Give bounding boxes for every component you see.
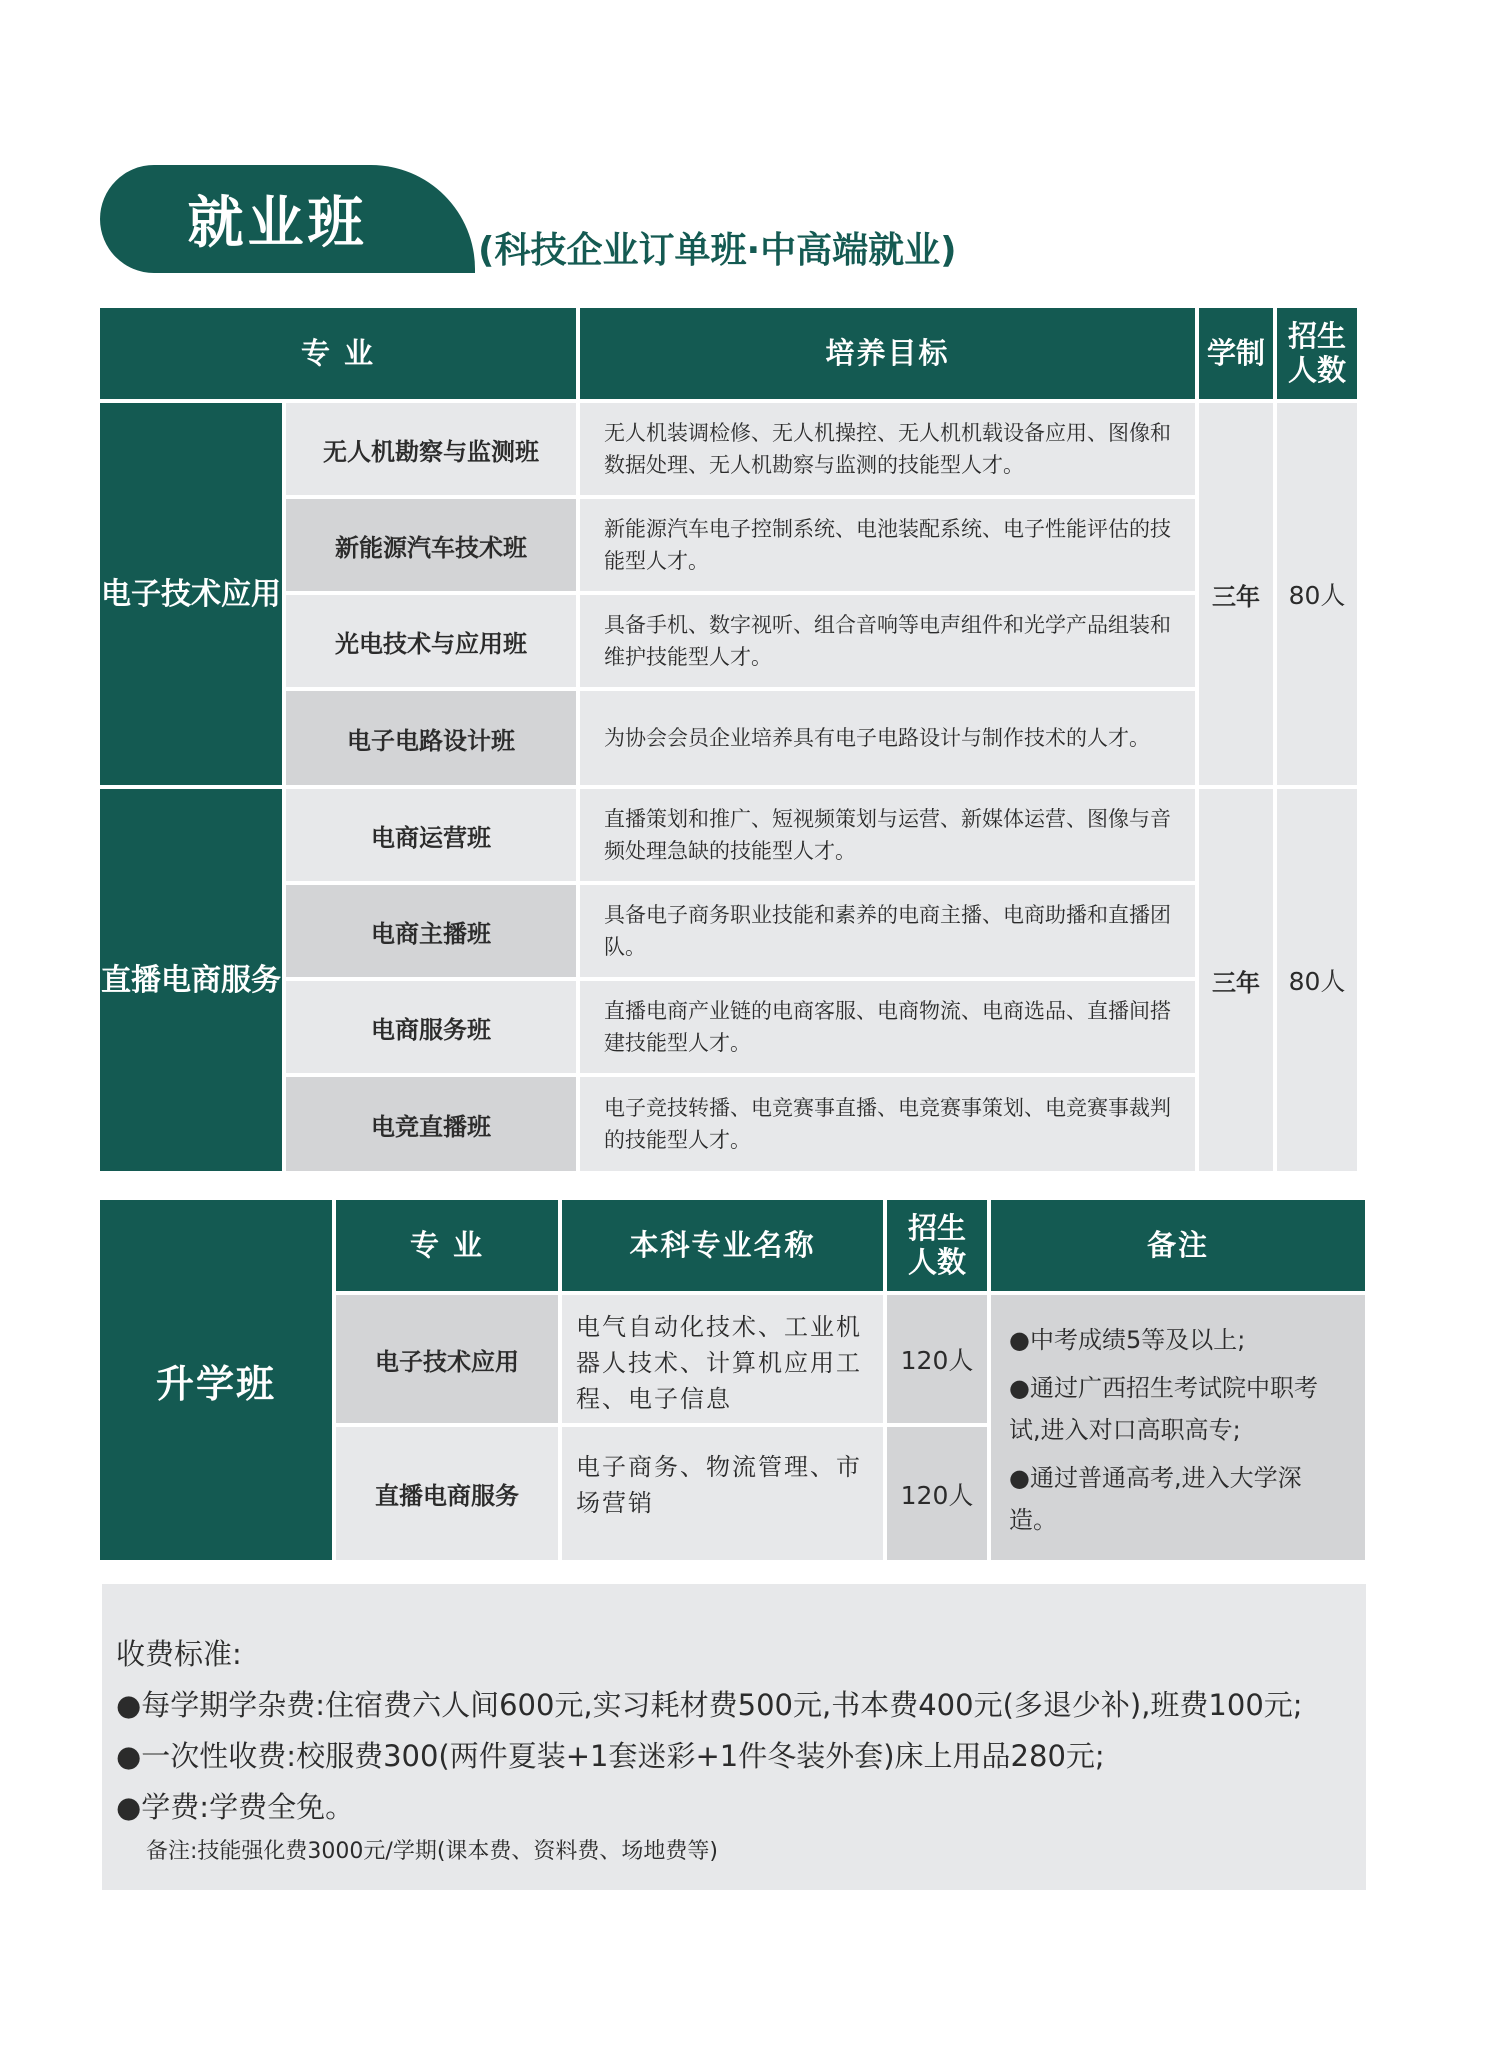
goal-esports: 电子竞技转播、电竞赛事直播、电竞赛事策划、电竞赛事裁判的技能型人才。 (580, 1077, 1195, 1171)
further-major-electronics: 电子技术应用 (336, 1295, 558, 1423)
employment-title: 就业班 (187, 191, 368, 256)
header-major: 专 业 (100, 308, 576, 399)
further-header-enroll: 招生人数 (887, 1200, 987, 1291)
further-header-bachelor: 本科专业名称 (562, 1200, 883, 1291)
goal-service: 直播电商产业链的电商客服、电商物流、电商选品、直播间搭建技能型人才。 (580, 981, 1195, 1073)
further-bachelor-electronics: 电气自动化技术、工业机器人技术、计算机应用工程、电子信息 (562, 1295, 883, 1423)
major-anchor: 电商主播班 (286, 885, 576, 977)
header-duration: 学制 (1199, 308, 1273, 399)
major-nev: 新能源汽车技术班 (286, 499, 576, 591)
goal-drone: 无人机装调检修、无人机操控、无人机机载设备应用、图像和数据处理、无人机勘察与监测的技能型人才。 (580, 403, 1195, 495)
enroll-ecommerce: 80人 (1277, 789, 1357, 1171)
further-title: 升学班 (100, 1200, 332, 1560)
fees-box (102, 1584, 1366, 1890)
goal-nev: 新能源汽车电子控制系统、电池装配系统、电子性能评估的技能型人才。 (580, 499, 1195, 591)
goal-ops: 直播策划和推广、短视频策划与运营、新媒体运营、图像与音频处理急缺的技能型人才。 (580, 789, 1195, 881)
fees-item-3: ●学费:学费全免。 (116, 1790, 355, 1824)
fees-item-2: ●一次性收费:校服费300(两件夏装+1套迷彩+1件冬装外套)床上用品280元; (116, 1739, 1105, 1773)
major-circuit: 电子电路设计班 (286, 691, 576, 785)
major-drone: 无人机勘察与监测班 (286, 403, 576, 495)
employment-subtitle: (科技企业订单班·中高端就业) (478, 230, 957, 271)
remark-2: ●通过广西招生考试院中职考试,进入对口高职高专; (1009, 1374, 1318, 1444)
duration-electronics: 三年 (1199, 403, 1273, 785)
fees-title: 收费标准: (116, 1637, 242, 1671)
header-goal: 培养目标 (580, 308, 1195, 399)
further-header-major: 专 业 (336, 1200, 558, 1291)
major-optoelectronics: 光电技术与应用班 (286, 595, 576, 687)
further-bachelor-ecommerce: 电子商务、物流管理、市场营销 (562, 1427, 883, 1560)
goal-anchor: 具备电子商务职业技能和素养的电商主播、电商助播和直播团队。 (580, 885, 1195, 977)
further-major-ecommerce: 直播电商服务 (336, 1427, 558, 1560)
major-ops: 电商运营班 (286, 789, 576, 881)
further-remarks (991, 1295, 1365, 1560)
remark-3: ●通过普通高考,进入大学深造。 (1009, 1464, 1302, 1534)
category-electronics: 电子技术应用 (100, 403, 282, 785)
major-service: 电商服务班 (286, 981, 576, 1073)
goal-optoelectronics: 具备手机、数字视听、组合音响等电声组件和光学产品组装和维护技能型人才。 (580, 595, 1195, 687)
enroll-electronics: 80人 (1277, 403, 1357, 785)
category-ecommerce: 直播电商服务 (100, 789, 282, 1171)
remark-1: ●中考成绩5等及以上; (1009, 1326, 1246, 1354)
fees-note: 备注:技能强化费3000元/学期(课本费、资料费、场地费等) (146, 1839, 718, 1864)
header-enroll: 招生人数 (1277, 308, 1357, 399)
major-esports: 电竞直播班 (286, 1077, 576, 1171)
duration-ecommerce: 三年 (1199, 789, 1273, 1171)
further-enroll-electronics: 120人 (887, 1295, 987, 1423)
fees-item-1: ●每学期学杂费:住宿费六人间600元,实习耗材费500元,书本费400元(多退少补),班费100元; (116, 1688, 1303, 1722)
goal-circuit: 为协会会员企业培养具有电子电路设计与制作技术的人才。 (580, 691, 1195, 785)
further-enroll-ecommerce: 120人 (887, 1427, 987, 1560)
further-header-remark: 备注 (991, 1200, 1365, 1291)
